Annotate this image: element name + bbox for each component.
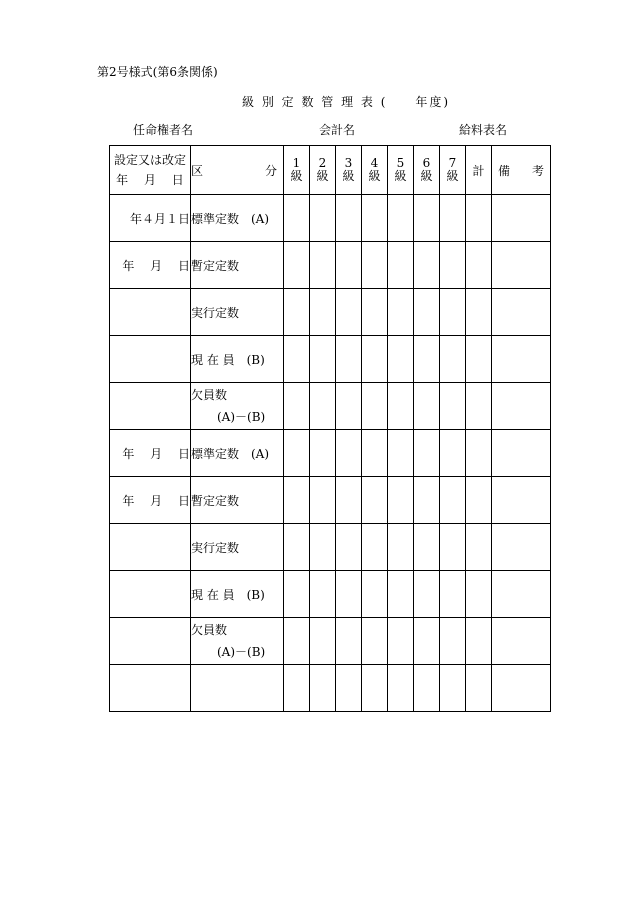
grade-6-cell [414, 571, 440, 618]
grade-unit: 級 [342, 169, 355, 183]
grade-1-cell [284, 618, 310, 665]
grade-5-cell [388, 430, 414, 477]
total-cell [466, 195, 492, 242]
row-date-cell: 年 月 日 [110, 430, 191, 477]
row-date-cell: 年 月 日 [110, 242, 191, 289]
table-row [110, 618, 551, 665]
header-date-line1: 設定又は改定 [113, 153, 186, 167]
row-category-cell: 暫定定数 [191, 477, 284, 524]
grade-6-cell [414, 665, 440, 712]
grade-5-cell [388, 242, 414, 289]
grade-5-cell [388, 477, 414, 524]
grade-4-cell [362, 477, 388, 524]
table-header-row [110, 146, 551, 195]
table-row [110, 477, 551, 524]
grade-number: 1 [292, 156, 301, 170]
grade-1-cell [284, 383, 310, 430]
grade-6-cell [414, 430, 440, 477]
total-cell [466, 336, 492, 383]
grade-6-cell [414, 618, 440, 665]
table-row [110, 242, 551, 289]
grade-4-cell [362, 524, 388, 571]
header-grade-6 [414, 146, 440, 195]
grade-2-cell [310, 195, 336, 242]
grade-1-cell [284, 665, 310, 712]
grade-3-cell [336, 477, 362, 524]
grade-7-cell [440, 524, 466, 571]
table-row [110, 665, 551, 712]
grade-1-cell [284, 242, 310, 289]
grade-2-cell [310, 242, 336, 289]
grade-5-cell [388, 618, 414, 665]
row-date-cell [110, 618, 191, 665]
header-category-right: 分 [264, 163, 277, 178]
grade-unit: 級 [368, 169, 381, 183]
row-date-cell: 年 月 日 [110, 477, 191, 524]
remarks-cell [492, 430, 551, 477]
grade-7-cell [440, 195, 466, 242]
header-grade-1 [284, 146, 310, 195]
row-date-cell [110, 383, 191, 430]
remarks-cell [492, 524, 551, 571]
grade-4-cell [362, 383, 388, 430]
row-date-cell [110, 336, 191, 383]
grade-2-cell [310, 618, 336, 665]
grade-4-cell [362, 618, 388, 665]
row-category-formula: (A)－(B) [217, 410, 266, 424]
row-category-cell [191, 383, 284, 430]
grade-unit: 級 [394, 169, 407, 183]
grade-4-cell [362, 430, 388, 477]
remarks-cell [492, 477, 551, 524]
grade-number: 5 [396, 156, 405, 170]
row-category-cell: 現 在 員 (B) [191, 336, 284, 383]
total-cell [466, 242, 492, 289]
header-grade-7 [440, 146, 466, 195]
row-category-cell: 暫定定数 [191, 242, 284, 289]
total-cell [466, 383, 492, 430]
appointer-label: 任命権者名 [133, 123, 194, 137]
remarks-cell [492, 336, 551, 383]
table-row [110, 430, 551, 477]
grade-2-cell [310, 383, 336, 430]
table-row [110, 571, 551, 618]
remarks-cell [492, 665, 551, 712]
grade-1-cell [284, 289, 310, 336]
grade-number: 7 [448, 156, 457, 170]
remarks-cell [492, 242, 551, 289]
grade-4-cell [362, 665, 388, 712]
remarks-cell [492, 383, 551, 430]
grade-2-cell [310, 524, 336, 571]
total-cell [466, 430, 492, 477]
header-grade-4 [362, 146, 388, 195]
grade-2-cell [310, 289, 336, 336]
grade-5-cell [388, 571, 414, 618]
grade-3-cell [336, 289, 362, 336]
grade-3-cell [336, 336, 362, 383]
total-cell [466, 477, 492, 524]
grade-5-cell [388, 524, 414, 571]
header-remarks-cell [492, 146, 551, 195]
row-category-cell: 標準定数 (A) [191, 195, 284, 242]
table-row [110, 195, 551, 242]
grade-number: 3 [344, 156, 353, 170]
grade-6-cell [414, 242, 440, 289]
grade-5-cell [388, 336, 414, 383]
grade-6-cell [414, 383, 440, 430]
grade-7-cell [440, 430, 466, 477]
grade-1-cell [284, 430, 310, 477]
grade-5-cell [388, 383, 414, 430]
grade-number: 4 [370, 156, 379, 170]
total-cell [466, 571, 492, 618]
header-date-line2: 年 月 日 [116, 173, 184, 187]
grade-5-cell [388, 289, 414, 336]
header-grade-5 [388, 146, 414, 195]
total-cell [466, 665, 492, 712]
grade-quota-table [109, 145, 551, 712]
remarks-cell [492, 289, 551, 336]
header-total: 計 [466, 146, 492, 195]
grade-2-cell [310, 665, 336, 712]
grade-6-cell [414, 289, 440, 336]
row-category-formula: (A)－(B) [217, 645, 266, 659]
row-category-cell: 現 在 員 (B) [191, 571, 284, 618]
grade-5-cell [388, 665, 414, 712]
total-cell [466, 618, 492, 665]
grade-2-cell [310, 430, 336, 477]
grade-7-cell [440, 571, 466, 618]
grade-3-cell [336, 618, 362, 665]
grade-7-cell [440, 383, 466, 430]
row-date-cell: 年４月１日 [110, 195, 191, 242]
grade-6-cell [414, 477, 440, 524]
grade-4-cell [362, 571, 388, 618]
grade-2-cell [310, 477, 336, 524]
grade-6-cell [414, 336, 440, 383]
grade-1-cell [284, 477, 310, 524]
row-date-cell [110, 665, 191, 712]
grade-3-cell [336, 242, 362, 289]
header-remarks-left: 備 [498, 163, 511, 178]
header-date-cell [110, 146, 191, 195]
grade-7-cell [440, 242, 466, 289]
grade-unit: 級 [290, 169, 303, 183]
total-cell [466, 524, 492, 571]
grade-1-cell [284, 195, 310, 242]
grade-5-cell [388, 195, 414, 242]
table-row [110, 524, 551, 571]
row-date-cell [110, 571, 191, 618]
form-number: 第2号様式(第6条関係) [97, 65, 218, 79]
accounting-label: 会計名 [319, 123, 356, 137]
header-category-left: 区 [191, 163, 204, 178]
grade-3-cell [336, 195, 362, 242]
row-category-cell: 実行定数 [191, 289, 284, 336]
grade-6-cell [414, 524, 440, 571]
row-category-cell [191, 618, 284, 665]
grade-1-cell [284, 336, 310, 383]
grade-7-cell [440, 665, 466, 712]
grade-2-cell [310, 571, 336, 618]
grade-number: 2 [318, 156, 327, 170]
grade-4-cell [362, 195, 388, 242]
grade-7-cell [440, 336, 466, 383]
grade-1-cell [284, 571, 310, 618]
grade-7-cell [440, 618, 466, 665]
page-title: 級 別 定 数 管 理 表 ( 年度) [242, 95, 451, 109]
grade-7-cell [440, 289, 466, 336]
grade-unit: 級 [446, 169, 459, 183]
grade-3-cell [336, 665, 362, 712]
grade-unit: 級 [420, 169, 433, 183]
row-category-cell [191, 665, 284, 712]
grade-4-cell [362, 242, 388, 289]
header-grade-3 [336, 146, 362, 195]
row-date-cell [110, 524, 191, 571]
row-category-cell: 標準定数 (A) [191, 430, 284, 477]
remarks-cell [492, 618, 551, 665]
row-category-label: 欠員数 [191, 623, 228, 637]
remarks-cell [492, 195, 551, 242]
header-remarks-right: 考 [531, 163, 544, 178]
grade-6-cell [414, 195, 440, 242]
table-row [110, 289, 551, 336]
header-category-cell [191, 146, 284, 195]
grade-number: 6 [422, 156, 431, 170]
grade-3-cell [336, 524, 362, 571]
grade-4-cell [362, 336, 388, 383]
grade-3-cell [336, 571, 362, 618]
row-category-label: 欠員数 [191, 388, 228, 402]
grade-unit: 級 [316, 169, 329, 183]
salary-table-label: 給料表名 [459, 123, 508, 137]
total-cell [466, 289, 492, 336]
table-row [110, 336, 551, 383]
grade-2-cell [310, 336, 336, 383]
table-row [110, 383, 551, 430]
grade-3-cell [336, 430, 362, 477]
grade-1-cell [284, 524, 310, 571]
header-grade-2 [310, 146, 336, 195]
grade-7-cell [440, 477, 466, 524]
grade-3-cell [336, 383, 362, 430]
grade-4-cell [362, 289, 388, 336]
row-category-cell: 実行定数 [191, 524, 284, 571]
row-date-cell [110, 289, 191, 336]
remarks-cell [492, 571, 551, 618]
